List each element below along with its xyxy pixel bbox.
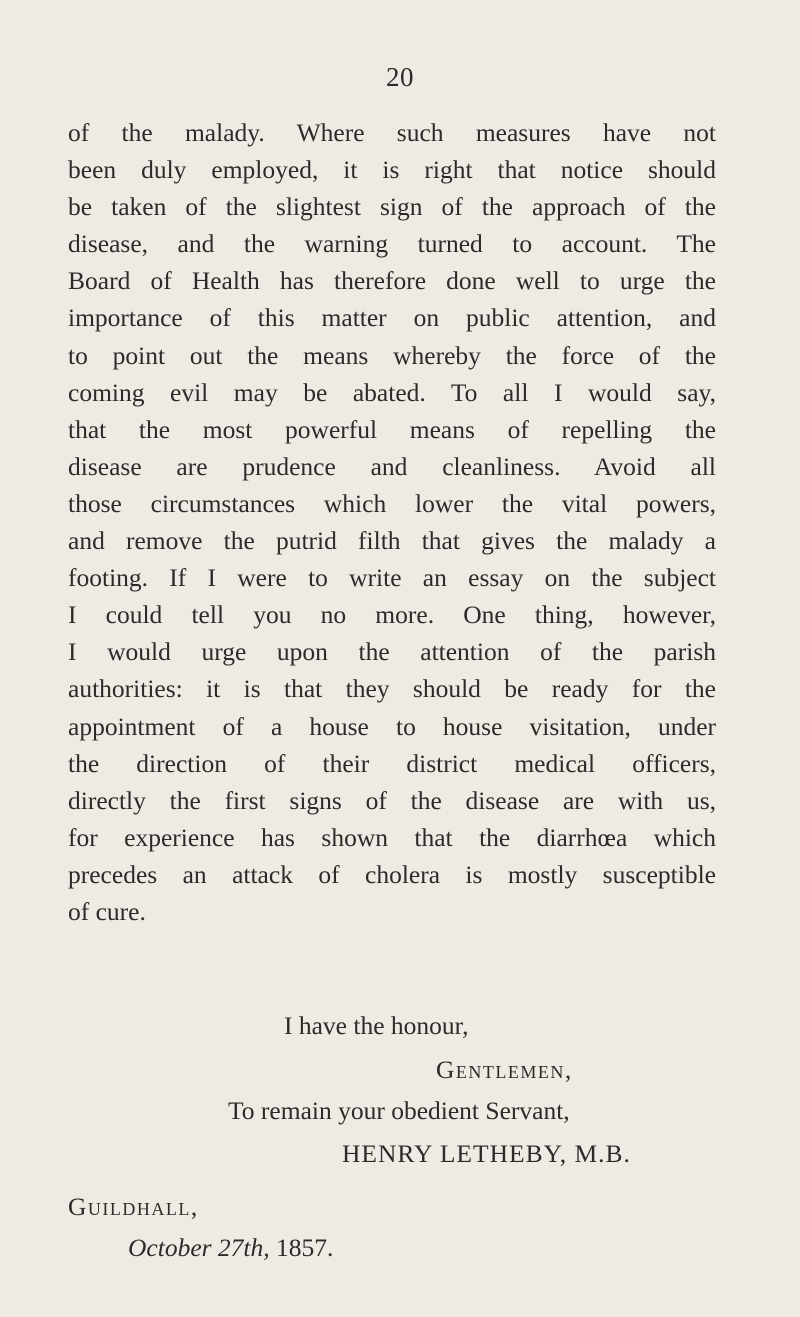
body-line: I would urge upon the attention of the parish xyxy=(68,637,716,667)
body-line: authorities: it is that they should be ready for the xyxy=(68,674,716,704)
body-line: those circumstances which lower the vital powers, xyxy=(68,488,716,518)
closing-remain: To remain your obedient Servant, xyxy=(228,1096,570,1125)
signature: HENRY LETHEBY, M.B. xyxy=(342,1139,631,1168)
date-line xyxy=(128,1232,333,1264)
body-line: and remove the putrid filth that gives the malady a xyxy=(68,526,716,556)
body-paragraph xyxy=(68,114,716,930)
body-line: been duly employed, it is right that notice should xyxy=(68,155,716,185)
body-line: precedes an attack of cholera is mostly susceptible xyxy=(68,859,716,889)
body-line: footing. If I were to write an essay on the subject xyxy=(68,563,716,593)
body-line: that the most powerful means of repelling the xyxy=(68,414,716,444)
body-line: be taken of the slightest sign of the approach of the xyxy=(68,192,716,222)
body-line: Board of Health has therefore done well to urge the xyxy=(68,266,716,296)
body-line: the direction of their district medical officers, xyxy=(68,748,716,778)
body-line: coming evil may be abated. To all I would say, xyxy=(68,377,716,407)
closing-salutation: Gentlemen, xyxy=(436,1055,573,1084)
date-month-day: October 27th, xyxy=(128,1233,270,1262)
date-year: 1857. xyxy=(276,1233,334,1262)
body-line-last: of cure. xyxy=(68,896,146,926)
body-line: disease are prudence and cleanliness. Avoid all xyxy=(68,451,716,481)
body-line: I could tell you no more. One thing, however, xyxy=(68,600,716,630)
body-line: for experience has shown that the diarrhœa which xyxy=(68,822,716,852)
body-line: importance of this matter on public attention, and xyxy=(68,303,716,333)
place-line: Guildhall, xyxy=(68,1192,199,1221)
body-line: to point out the means whereby the force of the xyxy=(68,340,716,370)
body-line: directly the first signs of the disease are with us, xyxy=(68,785,716,815)
body-line: disease, and the warning turned to account. The xyxy=(68,229,716,259)
page-number: 20 xyxy=(386,62,414,92)
closing-honour: I have the honour, xyxy=(284,1011,469,1040)
body-line: appointment of a house to house visitation, under xyxy=(68,711,716,741)
body-line: of the malady. Where such measures have not xyxy=(68,118,716,147)
